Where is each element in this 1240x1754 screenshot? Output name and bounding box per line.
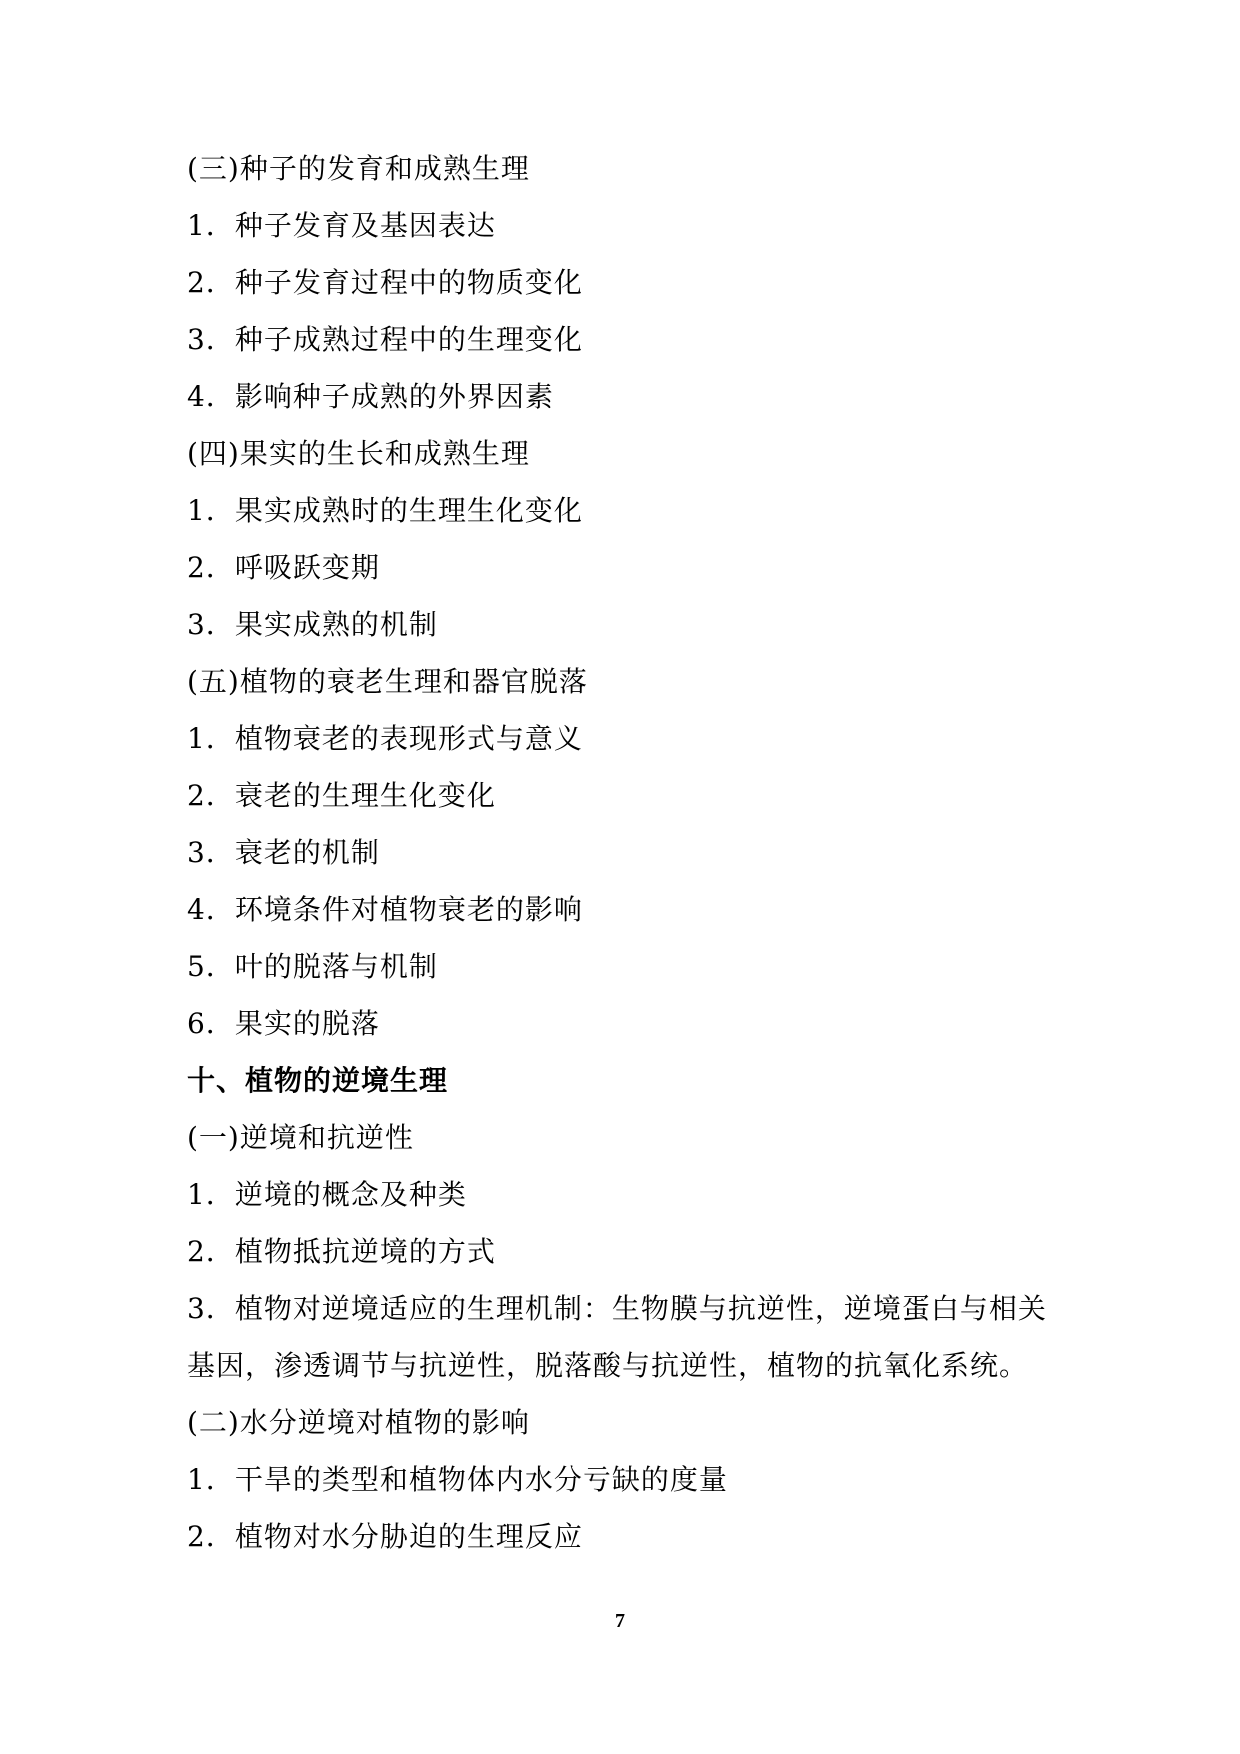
page-number: 7 <box>615 1610 625 1632</box>
subsection-title: (三)种子的发育和成熟生理 <box>187 152 530 185</box>
list-item: 2．呼吸跃变期 <box>187 551 380 584</box>
subsection-title: (五)植物的衰老生理和器官脱落 <box>187 665 588 698</box>
list-item: 4．环境条件对植物衰老的影响 <box>187 893 583 926</box>
list-item: 1．果实成熟时的生理生化变化 <box>187 494 583 527</box>
list-item: 2．植物抵抗逆境的方式 <box>187 1235 496 1268</box>
section-heading: 十、植物的逆境生理 <box>187 1064 449 1097</box>
list-item: 4．影响种子成熟的外界因素 <box>187 380 554 413</box>
list-item: 2．衰老的生理生化变化 <box>187 779 496 812</box>
list-item: 1．种子发育及基因表达 <box>187 209 496 242</box>
list-item: 3．种子成熟过程中的生理变化 <box>187 323 583 356</box>
subsection-title: (一)逆境和抗逆性 <box>187 1121 414 1154</box>
list-item: 3．衰老的机制 <box>187 836 380 869</box>
list-item: 2．种子发育过程中的物质变化 <box>187 266 583 299</box>
list-item: 6．果实的脱落 <box>187 1007 380 1040</box>
list-item: 2．植物对水分胁迫的生理反应 <box>187 1520 583 1553</box>
content-body <box>187 140 1067 1565</box>
list-item: 5．叶的脱落与机制 <box>187 950 438 983</box>
list-item: 1．逆境的概念及种类 <box>187 1178 467 1211</box>
subsection-title: (四)果实的生长和成熟生理 <box>187 437 530 470</box>
list-item: 1．干旱的类型和植物体内水分亏缺的度量 <box>187 1463 728 1496</box>
list-item: 3．植物对逆境适应的生理机制：生物膜与抗逆性，逆境蛋白与相关 <box>187 1292 1047 1325</box>
list-item: 1．植物衰老的表现形式与意义 <box>187 722 583 755</box>
subsection-title: (二)水分逆境对植物的影响 <box>187 1406 530 1439</box>
list-item-continuation: 基因，渗透调节与抗逆性，脱落酸与抗逆性，植物的抗氧化系统。 <box>187 1349 1029 1382</box>
list-item: 3．果实成熟的机制 <box>187 608 438 641</box>
